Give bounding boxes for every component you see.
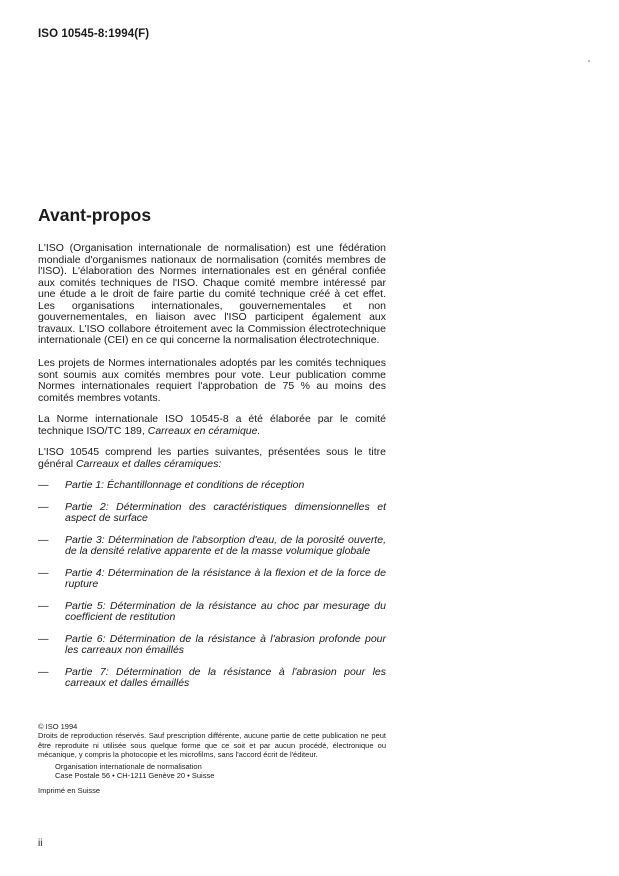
copyright-rights: Droits de reproduction réservés. Sauf prescription différente, aucune partie de cette publication ne peut être reproduite ni utilisée sous quelque forme que ce soit et par aucun procédé, électronique ou mécanique, y compris la photocopie et les microfilms, sans l'accord écrit de l'éditeur. — [38, 731, 386, 759]
paragraph-parts-intro — [38, 447, 386, 470]
page-number: ii — [38, 838, 43, 849]
paragraph-prepared-by — [38, 414, 386, 437]
part-title: Partie 7: Détermination de la résistance à l'abrasion pour les carreaux et dalles émaillés — [65, 665, 386, 689]
section-title: Avant-propos — [38, 205, 152, 225]
part-title: Partie 6: Détermination de la résistance à l'abrasion profonde pour les carreaux non émaillés — [65, 632, 386, 656]
list-item — [38, 535, 386, 558]
part-title: Partie 4: Détermination de la résistance à la flexion et de la force de rupture — [65, 566, 386, 590]
paragraph-iso-intro: L'ISO (Organisation internationale de normalisation) est une fédération mondiale d'organismes nationaux de normalisation (comités membres de l'ISO). L'élaboration des Normes internationales est en général confiée aux comités techniques de l'ISO. Chaque comité membre intéressé par une étude a le droit de faire partie du comité technique créé à cet effet. Les organisations internationales, gouvernementales et non gouvernementales, en liaison avec l'ISO participent également aux travaux. L'ISO collabore étroitement avec la Commission électrotechnique internationale (CEI) en ce qui concerne la normalisation électrotechnique. — [38, 242, 386, 346]
list-dash: — — [38, 632, 49, 645]
part-title: Partie 1: Échantillonnage et conditions de réception — [65, 479, 305, 491]
list-item — [38, 634, 386, 657]
list-item — [38, 502, 386, 525]
part-title: Partie 5: Détermination de la résistance au choc par mesurage du coefficient de restitution — [65, 599, 386, 623]
list-dash: — — [38, 533, 49, 546]
parts-intro-text: L'ISO 10545 comprend les parties suivantes, présentées sous le titre général — [38, 446, 386, 470]
copyright-org: Organisation internationale de normalisation — [55, 762, 202, 772]
copyright-address: Case Postale 56 • CH-1211 Genève 20 • Suisse — [55, 771, 215, 781]
paragraph-drafts: Les projets de Normes internationales adoptés par les comités techniques sont soumis aux comités membres pour vote. Leur publication comme Normes internationales requiert l'approbation de 75 % au moins des comités membres votants. — [38, 357, 386, 404]
list-dash: — — [38, 599, 49, 612]
part-title: Partie 3: Détermination de l'absorption d'eau, de la porosité ouverte, de la densité relative apparente et de la masse volumique globale — [65, 533, 386, 557]
list-item — [38, 601, 386, 624]
list-dash: — — [38, 500, 49, 513]
list-dash: — — [38, 566, 49, 579]
prepared-text: La Norme internationale ISO 10545-8 a été élaborée par le comité technique ISO/TC 189, — [38, 413, 386, 437]
copyright-symbol: © ISO 1994 — [38, 722, 78, 731]
foreword-body — [38, 243, 386, 700]
copyright-block — [38, 722, 386, 795]
parts-series-title: Carreaux et dalles céramiques: — [75, 457, 222, 470]
parts-list — [38, 480, 386, 690]
scan-speck — [588, 60, 590, 62]
list-item — [38, 667, 386, 690]
part-title: Partie 2: Détermination des caractéristiques dimensionnelles et aspect de surface — [65, 500, 386, 524]
document-id-header: ISO 10545-8:1994(F) — [38, 28, 150, 40]
list-dash: — — [38, 665, 49, 678]
list-item — [38, 568, 386, 591]
printed-in: Imprimé en Suisse — [38, 785, 101, 795]
prepared-committee-title: Carreaux en céramique. — [147, 424, 261, 437]
list-item — [38, 480, 386, 492]
list-dash: — — [38, 479, 49, 491]
